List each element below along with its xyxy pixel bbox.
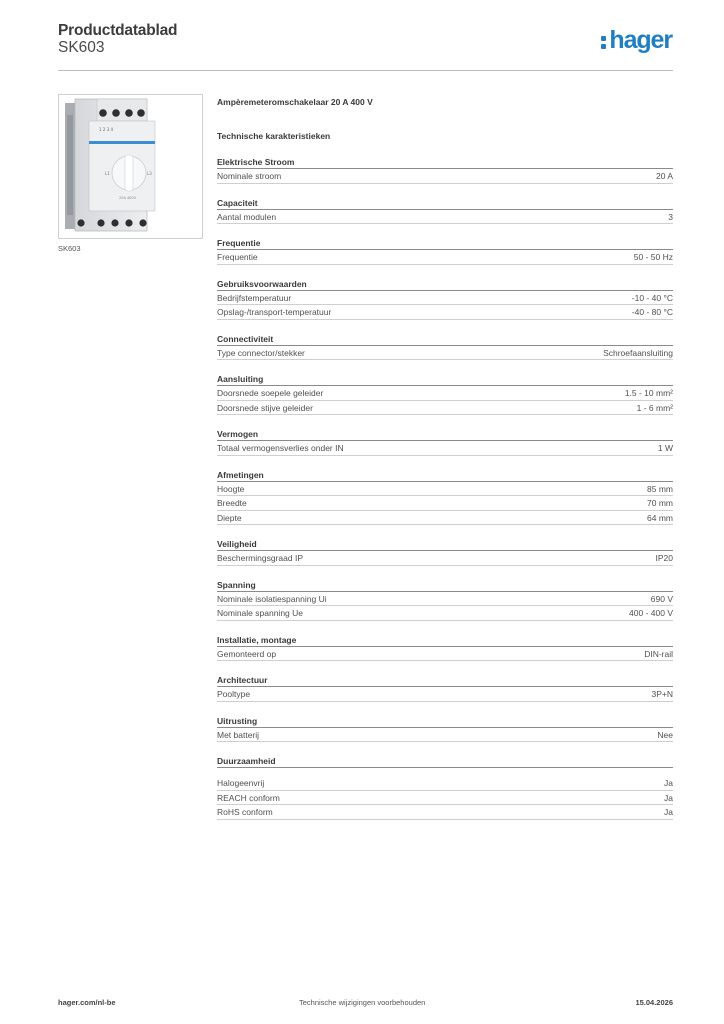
spec-row	[217, 776, 673, 791]
spec-group	[217, 197, 673, 225]
spec-row	[217, 401, 673, 416]
spec-value: 3P+N	[651, 689, 673, 699]
spec-value: IP20	[655, 553, 673, 563]
spec-row	[217, 791, 673, 806]
spec-value: 64 mm	[647, 512, 673, 523]
spec-label: Nominale spanning Ue	[217, 608, 303, 618]
spec-value: Ja	[664, 807, 673, 817]
spec-group	[217, 634, 673, 662]
spec-label: Beschermingsgraad IP	[217, 553, 303, 563]
spec-row	[217, 291, 673, 306]
spec-row	[217, 551, 673, 566]
group-title: Frequentie	[217, 237, 673, 250]
spec-label: Diepte	[217, 512, 242, 523]
spec-value: DIN-rail	[644, 648, 673, 659]
spec-value: 85 mm	[647, 483, 673, 494]
group-title: Architectuur	[217, 674, 673, 687]
spec-group	[217, 237, 673, 265]
spec-value: 400 - 400 V	[629, 608, 673, 618]
spec-value: -40 - 80 °C	[631, 307, 673, 317]
spec-value: 1 W	[657, 443, 673, 453]
spec-label: Nominale stroom	[217, 171, 282, 181]
spec-group	[217, 428, 673, 456]
spec-row	[217, 606, 673, 621]
spec-group	[217, 715, 673, 743]
spec-row	[217, 805, 673, 820]
image-caption: SK603	[58, 244, 81, 253]
spec-value: 690 V	[650, 593, 673, 604]
svg-text:20A 400V: 20A 400V	[119, 196, 137, 200]
svg-text:L3: L3	[147, 171, 152, 176]
spec-label: Opslag-/transport-temperatuur	[217, 307, 332, 317]
footer-date: 15.04.2026	[635, 998, 673, 1007]
spec-value: 1 - 6 mm²	[636, 402, 673, 413]
logo-text: hager	[609, 26, 672, 54]
spec-value: 1.5 - 10 mm²	[624, 388, 673, 398]
spec-label: Breedte	[217, 498, 247, 508]
spec-row	[217, 169, 673, 184]
spec-group	[217, 674, 673, 702]
spec-row	[217, 511, 673, 526]
product-image	[58, 94, 203, 239]
spec-sheet	[217, 96, 673, 820]
spec-value: 3	[668, 211, 673, 222]
spec-label: Doorsnede soepele geleider	[217, 388, 324, 398]
page-header	[58, 20, 673, 71]
spec-label: Nominale isolatiespanning Ui	[217, 593, 327, 604]
hager-logo	[601, 26, 672, 54]
spec-row	[217, 687, 673, 702]
spec-label: Totaal vermogensverlies onder IN	[217, 443, 344, 453]
svg-text:L1: L1	[105, 171, 110, 176]
spec-value: 20 A	[655, 171, 673, 181]
spec-row	[217, 346, 673, 361]
spec-value: -10 - 40 °C	[631, 292, 673, 303]
spec-row	[217, 441, 673, 456]
spec-value: 50 - 50 Hz	[633, 252, 673, 262]
logo-mark-icon	[601, 32, 606, 50]
spec-row	[217, 592, 673, 607]
group-title: Veiligheid	[217, 538, 673, 551]
spec-row	[217, 210, 673, 225]
spec-label: Pooltype	[217, 689, 251, 699]
spec-row	[217, 647, 673, 662]
product-reference: SK603	[58, 39, 105, 56]
group-title: Capaciteit	[217, 197, 673, 210]
spec-group	[217, 755, 673, 820]
group-title: Gebruiksvoorwaarden	[217, 278, 673, 291]
spec-value: Ja	[664, 778, 673, 788]
group-title: Aansluiting	[217, 373, 673, 386]
spec-group	[217, 538, 673, 566]
group-title: Installatie, montage	[217, 634, 673, 647]
spec-group	[217, 373, 673, 415]
footer-website: hager.com/nl-be	[58, 998, 116, 1007]
spec-label: Frequentie	[217, 252, 258, 262]
spec-group	[217, 156, 673, 184]
group-title: Connectiviteit	[217, 333, 673, 346]
group-title: Spanning	[217, 579, 673, 592]
spec-row	[217, 496, 673, 511]
section-heading: Technische karakteristieken	[217, 131, 331, 141]
spec-label: Doorsnede stijve geleider	[217, 402, 313, 413]
group-title: Duurzaamheid	[217, 755, 673, 768]
spec-label: Bedrijfstemperatuur	[217, 292, 292, 303]
spec-label: RoHS conform	[217, 807, 273, 817]
product-title: Ampèremeteromschakelaar 20 A 400 V	[217, 97, 373, 107]
spec-label: REACH conform	[217, 792, 280, 803]
spec-group	[217, 278, 673, 320]
svg-text:1 2 3 4: 1 2 3 4	[99, 127, 113, 132]
spec-value: 70 mm	[647, 498, 673, 508]
spec-row	[217, 250, 673, 265]
spec-label: Type connector/stekker	[217, 347, 305, 358]
spec-value: Ja	[664, 792, 673, 803]
spec-label: Halogeenvrij	[217, 778, 265, 788]
spec-row	[217, 305, 673, 320]
spec-label: Aantal modulen	[217, 211, 277, 222]
page-footer	[58, 998, 673, 1012]
group-title: Afmetingen	[217, 469, 673, 482]
spec-group	[217, 333, 673, 361]
group-title: Elektrische Stroom	[217, 156, 673, 169]
document-type: Productdatablad	[58, 22, 178, 39]
spec-row	[217, 728, 673, 743]
spec-label: Hoogte	[217, 483, 245, 494]
group-title: Vermogen	[217, 428, 673, 441]
spec-value: Schroefaansluiting	[603, 347, 673, 358]
spec-row	[217, 386, 673, 401]
spec-value: Nee	[657, 729, 673, 740]
spec-group	[217, 469, 673, 526]
group-title: Uitrusting	[217, 715, 673, 728]
spec-label: Gemonteerd op	[217, 648, 277, 659]
switch-device-illustration	[59, 95, 202, 238]
spec-row	[217, 482, 673, 497]
spec-group	[217, 579, 673, 621]
spec-label: Met batterij	[217, 729, 260, 740]
footer-notice: Technische wijzigingen voorbehouden	[299, 998, 426, 1007]
